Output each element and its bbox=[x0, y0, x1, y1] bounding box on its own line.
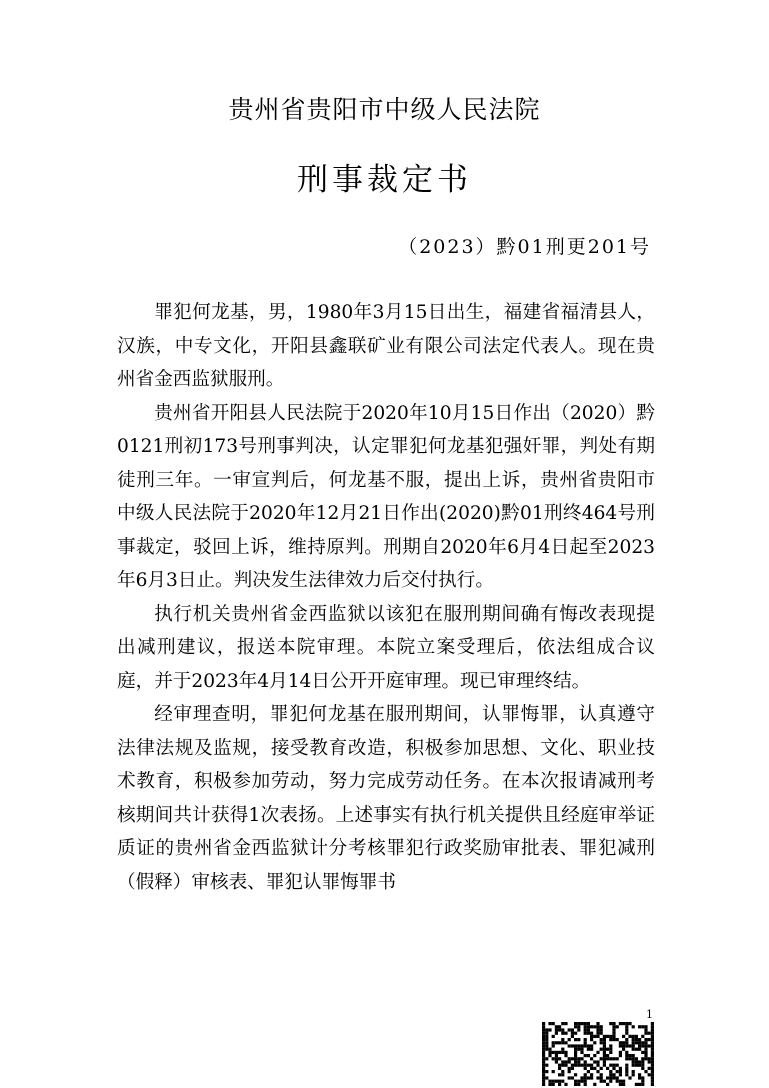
paragraph-findings: 经审理查明，罪犯何龙基在服刑期间，认罪悔罪，认真遵守法律法规及监规，接受教育改造，积极参加思想、文化、职业技术教育，积极参加劳动，努力完成劳动任务。在本次报请减刑考核期间共计获得1次表扬。上述事实有执行机关提供且经庭审举证质证的贵州省金西监狱计分考核罪犯行政奖励审批表、罪犯减刑（假释）审核表、罪犯认罪悔罪书 bbox=[117, 704, 655, 893]
page-number: 1 bbox=[646, 1008, 653, 1021]
paragraph-original-judgment: 贵州省开阳县人民法院于2020年10月15日作出（2020）黔0121刑初173号刑事判决，认定罪犯何龙基犯强奸罪，判处有期徒刑三年。一审宣判后，何龙基不服，提出上诉，贵州省贵阳市中级人民法院于2020年12月21日作出(2020)黔01刑终464号刑事裁定，驳回上诉，维持原判。刑期自2020年6月4日起至2023年6月3日止。判决发生法律效力后交付执行。 bbox=[117, 402, 655, 591]
court-name: 贵州省贵阳市中级人民法院 bbox=[228, 95, 541, 124]
paragraph-commutation-proposal: 执行机关贵州省金西监狱以该犯在服刑期间确有悔改表现提出减刑建议，报送本院审理。本院立案受理后，依法组成合议庭，并于2023年4月14日公开开庭审理。现已审理终结。 bbox=[117, 603, 655, 692]
paragraph-defendant-info: 罪犯何龙基，男，1980年3月15日出生，福建省福清县人，汉族，中专文化，开阳县鑫联矿业有限公司法定代表人。现在贵州省金西监狱服刑。 bbox=[117, 302, 655, 390]
document-title: 刑事裁定书 bbox=[297, 162, 472, 198]
document-body bbox=[117, 296, 655, 899]
qr-code-icon bbox=[542, 1022, 654, 1088]
case-number: （2023）黔01刑更201号 bbox=[398, 236, 651, 258]
